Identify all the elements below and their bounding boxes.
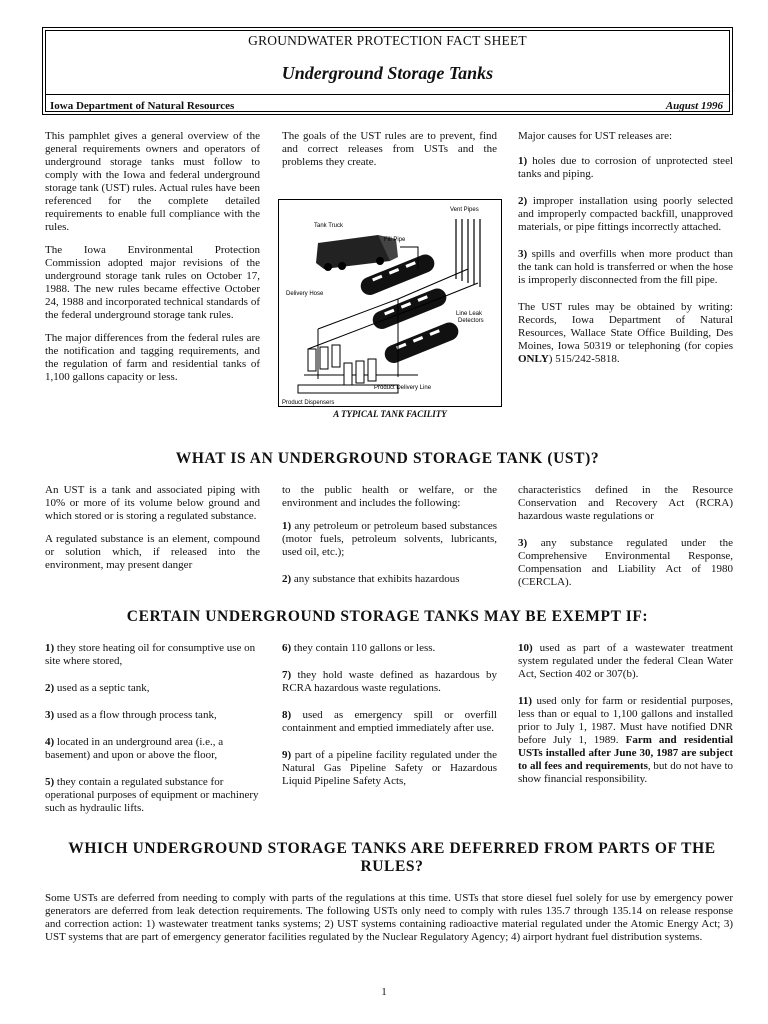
section-heading-deferred: WHICH UNDERGROUND STORAGE TANKS ARE DEFERRED FROM PARTS OF THE RULES? <box>68 840 716 875</box>
intro-paragraph: The Iowa Environmental Protection Commission adopted major revisions of the underground storage tank rules on October 17, 1988. The new rules became effective October 24, 1988 and incorporated technical standards of the federal underground storage tank rules. <box>45 244 260 321</box>
exempt-item <box>45 682 260 695</box>
definition-paragraph: A regulated substance is an element, compound or solution which, if released into the environment, may present danger <box>45 533 260 571</box>
exempt-number: 11) <box>518 695 533 707</box>
exempt-text: used as a septic tank, <box>56 682 150 694</box>
exempt-item <box>45 776 260 815</box>
cause-text: spills and overfills when more product than the tank can hold is transferred or when the hose is improperly disconnected from the fill pipe. <box>518 248 734 286</box>
exempt-number: 5) <box>45 776 55 788</box>
section-heading-what-is-ust: WHAT IS AN UNDERGROUND STORAGE TANK (UST)? <box>175 450 600 467</box>
causes-intro: Major causes for UST releases are: <box>518 130 673 142</box>
tank-facility-figure <box>278 199 502 421</box>
label-delivery-hose: Delivery Hose <box>286 291 324 297</box>
label-tank-truck: Tank Truck <box>314 223 344 229</box>
exempt-text: used as a flow through process tank, <box>56 709 217 721</box>
page-number: 1 <box>381 986 387 998</box>
ust-definition-column-2 <box>282 484 497 596</box>
ust-definition-column-1 <box>45 484 260 582</box>
substance-number: 3) <box>518 537 528 549</box>
exempt-number: 8) <box>282 709 292 721</box>
header-box <box>42 27 733 115</box>
exempt-text: they contain 110 gallons or less. <box>293 642 436 654</box>
cause-text: improper installation using poorly selected and improperly compacted backfill, unapproved materials, or pipe fittings incorrectly attached. <box>518 195 734 233</box>
intro-paragraph: This pamphlet gives a general overview of the general requirements owners and operators of underground storage tanks must follow to comply with the Iowa and federal underground storage tank (UST) rules. Actual rules have been referenced for the complete detailed requirements to enable full compliance with the rules. <box>45 130 260 233</box>
cause-number: 3) <box>518 248 528 260</box>
exempt-item <box>45 709 260 722</box>
exempt-item <box>282 642 497 655</box>
cause-item <box>518 195 733 234</box>
exempt-column-1 <box>45 642 260 825</box>
exempt-number: 6) <box>282 642 292 654</box>
obtain-text-end: ) 515/242-5818. <box>548 353 620 365</box>
exempt-number: 7) <box>282 669 292 681</box>
exempt-item <box>518 642 733 681</box>
tank-facility-diagram <box>278 199 502 407</box>
label-detectors: Detectors <box>458 318 484 324</box>
exempt-number: 2) <box>45 682 55 694</box>
label-fill-pipe: Fill Pipe <box>384 237 406 243</box>
label-product-dispensers: Product Dispensers <box>282 400 335 406</box>
exempt-item <box>282 669 497 695</box>
exempt-number: 9) <box>282 749 292 761</box>
intro-column-2 <box>282 130 497 179</box>
substance-item <box>282 573 497 586</box>
exempt-text: part of a pipeline facility regulated under the Natural Gas Pipeline Safety or Hazardous Liquid Pipeline Safety Acts, <box>282 749 498 787</box>
exempt-number: 3) <box>45 709 55 721</box>
exempt-text: used as emergency spill or overfill containment and emptied immediately after use. <box>282 709 497 734</box>
goals-paragraph: The goals of the UST rules are to prevent, find and correct releases from USTs and the problems they create. <box>282 130 497 168</box>
ust-definition-column-3 <box>518 484 733 599</box>
substance-item <box>282 520 497 559</box>
cause-item <box>518 248 733 287</box>
exempt-text: located in an underground area (i.e., a basement) and upon or above the floor, <box>45 736 224 761</box>
exempt-number: 1) <box>45 642 55 654</box>
substance-text: any substance regulated under the Comprehensive Environmental Response, Compensation and Liability Act of 1980 (CERCLA). <box>518 537 734 588</box>
exempt-number: 4) <box>45 736 55 748</box>
exempt-number: 10) <box>518 642 533 654</box>
deferred-paragraph: Some USTs are deferred from needing to comply with parts of the regulations at this time. USTs that store diesel fuel solely for use by emergency power generators are deferred from leak detection requirements. The following USTs only need to comply with rules 135.7 through 135.14 on release response and correction action: 1) wastewater treatment tanks systems; 2) UST systems containing radioactive material regulated under the Atomic Energy Act; 3) UST systems that are part of emergency generator facilities regulated by the Nuclear Regulatory Agency; 4) airport hydrant fuel distribution systems. <box>45 892 733 943</box>
exempt-emphasis: Farm and residential USTs installed after June 30, 1987 are subject to all fees and requirements <box>518 734 733 772</box>
fact-sheet-label: GROUNDWATER PROTECTION FACT SHEET <box>248 33 527 48</box>
label-product-delivery-line: Product Delivery Line <box>374 385 432 391</box>
cause-number: 1) <box>518 155 528 167</box>
definition-paragraph: An UST is a tank and associated piping with 10% or more of its volume below ground and which stored or is storing a regulated substance. <box>45 484 260 522</box>
exempt-item <box>282 749 497 788</box>
exempt-column-2 <box>282 642 497 798</box>
substance-text: any petroleum or petroleum based substances (motor fuels, petroleum solvents, lubricants, used oil, etc.); <box>282 520 497 558</box>
exempt-text: they contain a regulated substance for operational purposes of equipment or machinery such as hydraulic lifts. <box>45 776 259 814</box>
obtain-rules-paragraph <box>518 301 733 366</box>
substance-continued: characteristics defined in the Resource Conservation and Recovery Act (RCRA) hazardous waste regulations or <box>518 484 733 522</box>
exempt-text: used as part of a wastewater treatment system regulated under the federal Clean Water Act, Section 402 or 307(b). <box>518 642 734 680</box>
publication-date: August 1996 <box>665 100 723 112</box>
definition-continued: to the public health or welfare, or the environment and includes the following: <box>282 484 497 509</box>
intro-column-3 <box>518 130 733 376</box>
exempt-text: they hold waste defined as hazardous by RCRA hazardous waste regulations. <box>282 669 498 694</box>
obtain-emphasis: ONLY <box>518 353 549 365</box>
exempt-item <box>282 709 497 735</box>
substance-number: 1) <box>282 520 292 532</box>
exempt-item <box>45 642 260 668</box>
exempt-text: used only for farm or residential purposes, less than or equal to 1,100 gallons and installed prior to July 1, 1987. Must have notified DNR before July 1, 1989. <box>518 695 733 746</box>
label-line-leak: Line Leak <box>456 311 483 317</box>
intro-column-1 <box>45 130 260 394</box>
exempt-item <box>45 736 260 762</box>
cause-text: holes due to corrosion of unprotected steel tanks and piping. <box>518 155 734 180</box>
substance-number: 2) <box>282 573 292 585</box>
figure-caption: A TYPICAL TANK FACILITY <box>333 409 447 419</box>
label-vent-pipes: Vent Pipes <box>450 207 479 213</box>
organization-name: Iowa Department of Natural Resources <box>50 100 235 112</box>
substance-item <box>518 537 733 589</box>
intro-paragraph: The major differences from the federal rules are the notification and tagging requirements, and the regulation of farm and residential tanks of 1,100 gallons capacity or less. <box>45 332 260 383</box>
section-heading-exempt: CERTAIN UNDERGROUND STORAGE TANKS MAY BE EXEMPT IF: <box>126 608 649 625</box>
page-title: Underground Storage Tanks <box>281 63 494 83</box>
cause-item <box>518 155 733 181</box>
obtain-text: The UST rules may be obtained by writing: Records, Iowa Department of Natural Resources, Wallace State Office Building, Des Moines, Iowa 50319 or telephoning (for copies <box>518 301 733 352</box>
substance-text: any substance that exhibits hazardous <box>293 573 460 585</box>
cause-number: 2) <box>518 195 528 207</box>
exempt-column-3 <box>518 642 733 796</box>
exempt-item-farm <box>518 695 733 786</box>
exempt-text-end: , but do not have to show financial responsibility. <box>518 760 733 785</box>
header-divider <box>46 94 729 95</box>
exempt-text: they store heating oil for consumptive use on site where stored, <box>45 642 256 667</box>
header-inner-frame <box>45 30 730 112</box>
